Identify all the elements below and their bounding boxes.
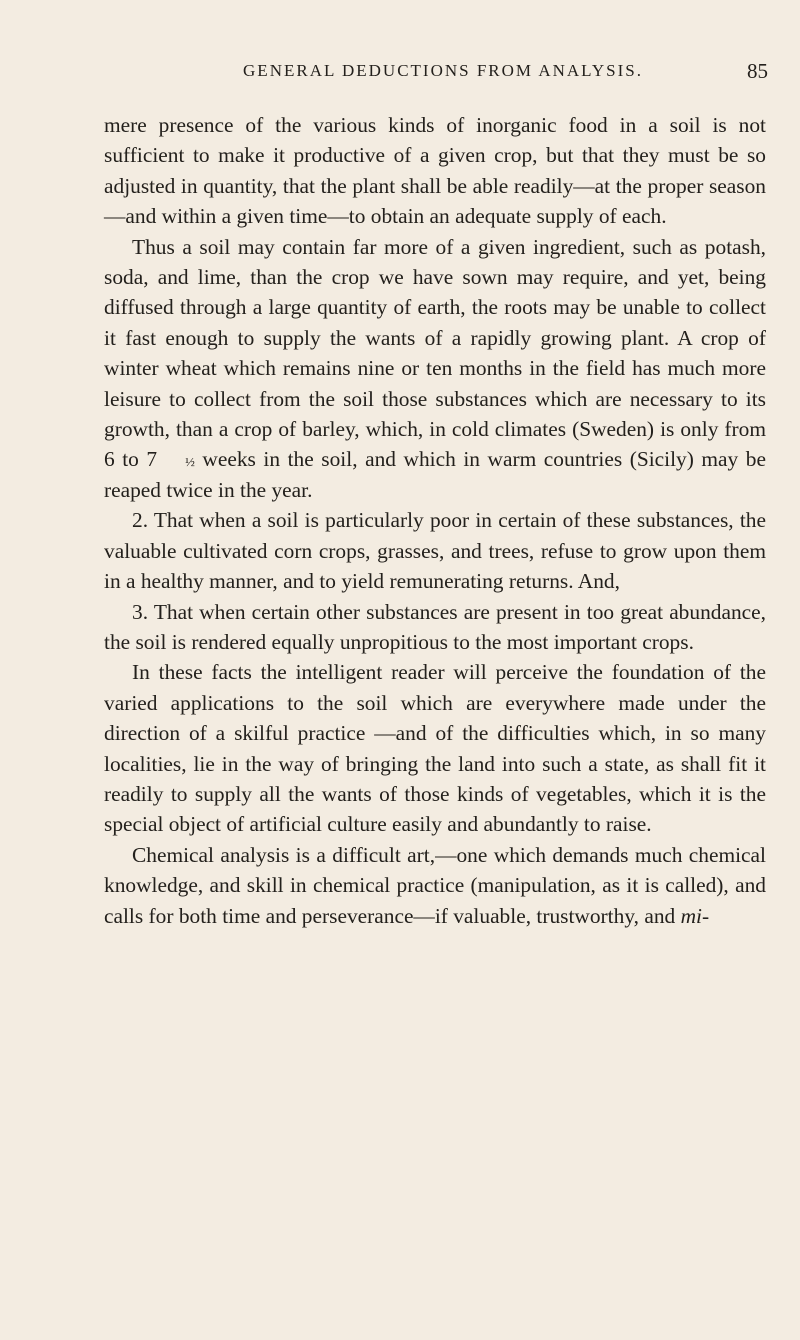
paragraph-chemical-analysis-tail: mi- (680, 903, 710, 928)
fraction-half: ½ (185, 454, 195, 470)
paragraph-point-2: 2. That when a soil is particularly poor in certain of these substances, the valuable cultivated corn crops, grasses, and trees, refuse to grow upon them in a healthy manner, and to yield remunerating returns. And, (104, 508, 766, 594)
running-head (118, 60, 768, 88)
page-number: 85 (747, 59, 768, 83)
running-title: GENERAL DEDUCTIONS FROM ANALYSIS. (243, 61, 643, 80)
paragraph-chemical-analysis (104, 840, 766, 931)
paragraph-thus-text-a: Thus a soil may contain far more of a given ingredient, such as potash, soda, and lime, than the crop we have sown may require, and yet, being diffused through a large quantity of earth, the roots may be unable to collect it fast enough to supply the wants of a rapidly growing plant. A crop of winter wheat which remains nine or ten months in the field has much more leisure to collect from the soil those substances which are necessary to its growth, than a crop of barley, which, in cold climates (Sweden) is only from 6 to 7 (104, 234, 766, 472)
paragraph-point-3: 3. That when certain other substances are present in too great abundance, the soil is rendered equally unpropitious to the most important crops. (104, 599, 766, 654)
paragraph-thus (104, 232, 766, 506)
paragraph-chemical-analysis-text: Chemical analysis is a difficult art,—one which demands much chemical knowledge, and skill in chemical practice (manipulation, as it is called), and calls for both time and perseverance—if valuable, trustworthy, and (104, 842, 766, 928)
body-text (104, 110, 766, 931)
paragraph-thus-text-b: weeks in the soil, and which in warm countries (Sicily) may be reaped twice in the year. (104, 447, 766, 502)
paragraph-facts: In these facts the intelligent reader will perceive the foundation of the varied applications to the soil which are everywhere made under the direction of a skilful practice —and of the difficulties which, in so many localities, lie in the way of bringing the land into such a state, as shall fit it readily to supply all the wants of those kinds of vegetables, which it is the special object of artificial culture easily and abundantly to raise. (104, 660, 766, 837)
paragraph-continuation: mere presence of the various kinds of inorganic food in a soil is not sufficient to make it productive of a given crop, but that they must be so adjusted in quantity, that the plant shall be able readily—at the proper season—and within a given time—to obtain an adequate supply of each. (104, 113, 766, 229)
